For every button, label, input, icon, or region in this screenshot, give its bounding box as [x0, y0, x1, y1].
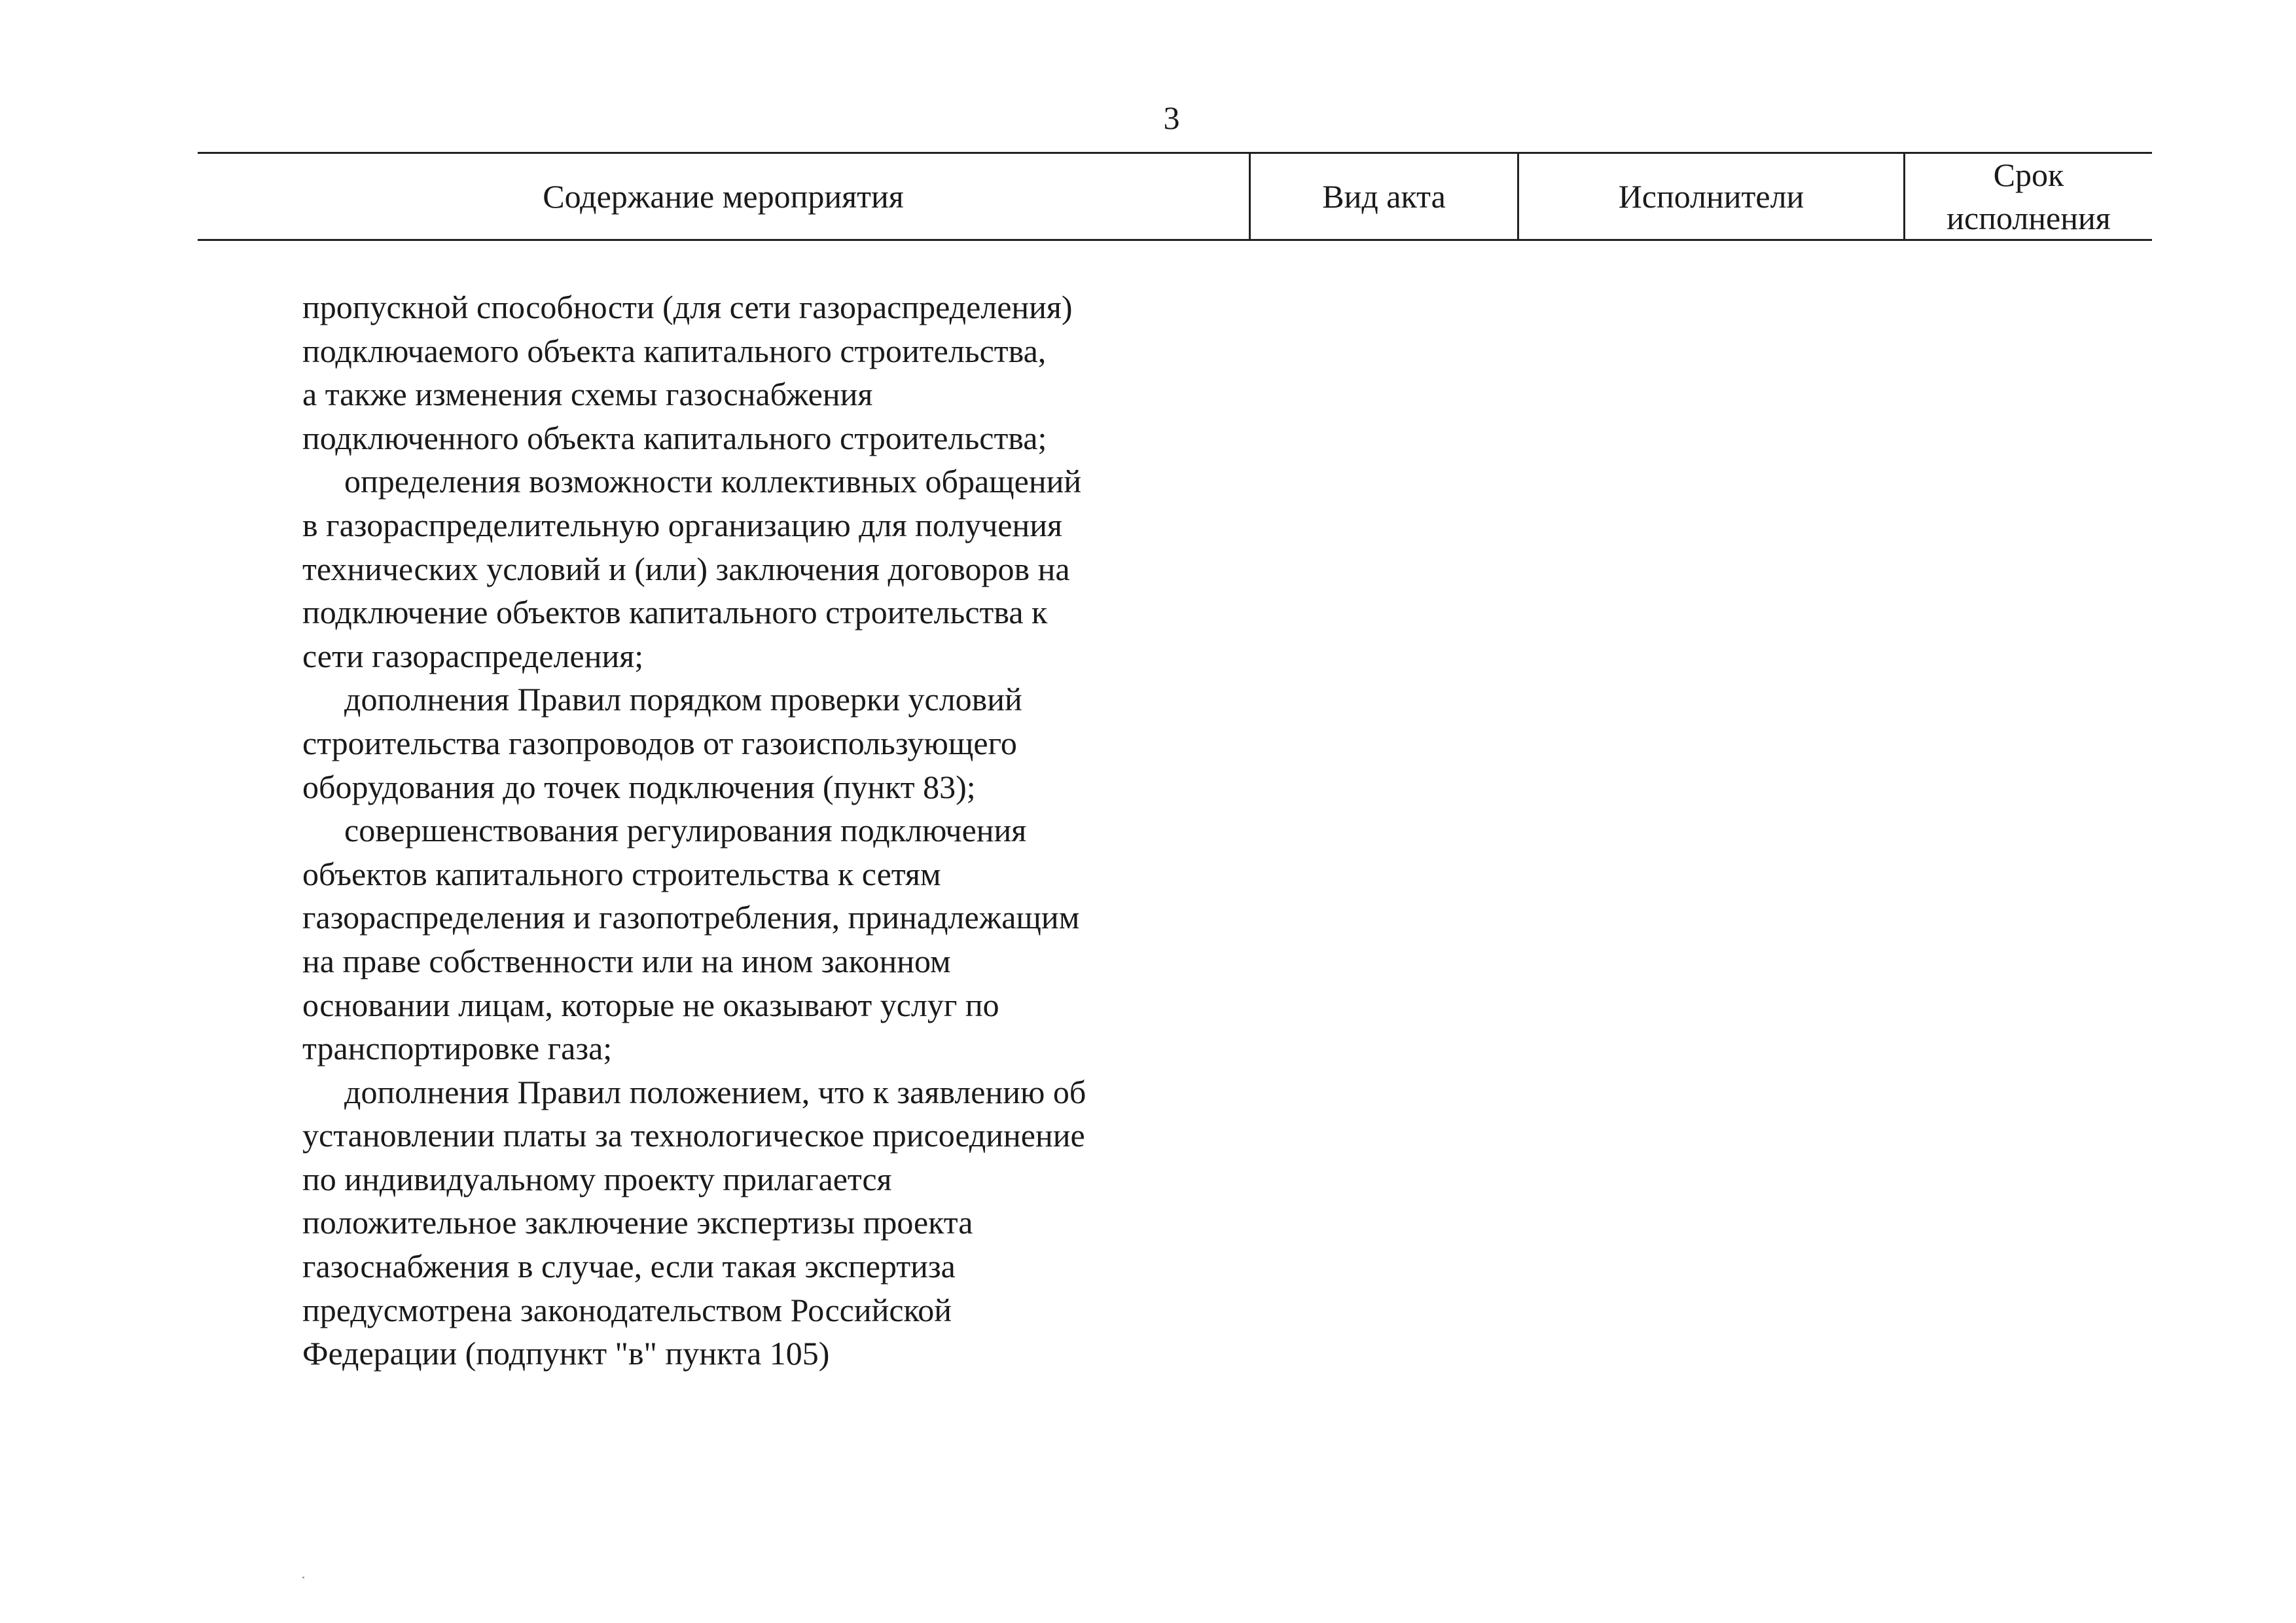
- page-number: 3: [1163, 100, 1180, 136]
- header-executors: Исполнители: [1517, 154, 1903, 239]
- text-line: подключение объектов капитального строительства к: [302, 594, 1048, 631]
- text-line: технических условий и (или) заключения договоров на: [302, 550, 1070, 587]
- header-deadline-line1: Срок: [1993, 156, 2064, 193]
- text-line: газораспределения и газопотребления, принадлежащим: [302, 899, 1080, 936]
- text-line: предусмотрена законодательством Российской: [302, 1291, 952, 1328]
- text-line: определения возможности коллективных обращений: [344, 463, 1082, 500]
- text-line: положительное заключение экспертизы проекта: [302, 1204, 973, 1241]
- text-line: установлении платы за технологическое присоединение: [302, 1117, 1085, 1154]
- header-deadline: [1903, 154, 2152, 239]
- text-line: дополнения Правил положением, что к заявлению об: [344, 1073, 1086, 1110]
- text-line: а также изменения схемы газоснабжения: [302, 376, 873, 413]
- text-line: подключаемого объекта капитального строительства,: [302, 332, 1047, 369]
- text-line: основании лицам, которые не оказывают услуг по: [302, 986, 999, 1023]
- header-content: Содержание мероприятия: [543, 178, 904, 215]
- text-line: подключенного объекта капитального строительства;: [302, 419, 1047, 456]
- measure-content-text: [302, 285, 1323, 1376]
- text-line: совершенствования регулирования подключения: [344, 812, 1027, 849]
- scan-speck: [302, 1577, 304, 1578]
- header-act-type: Вид акта: [1249, 154, 1517, 239]
- text-line: сети газораспределения;: [302, 637, 644, 674]
- text-line: по индивидуальному проекту прилагается: [302, 1160, 892, 1197]
- text-line: строительства газопроводов от газоиспользующего: [302, 724, 1017, 761]
- text-line: Федерации (подпункт "в" пункта 105): [302, 1335, 830, 1372]
- header-deadline-line2: исполнения: [1946, 200, 2111, 236]
- text-line: оборудования до точек подключения (пункт 83);: [302, 768, 976, 805]
- text-line: в газораспределительную организацию для получения: [302, 506, 1063, 543]
- text-line: на праве собственности или на ином законном: [302, 942, 951, 979]
- text-line: объектов капитального строительства к сетям: [302, 855, 941, 892]
- table-header: [198, 152, 2152, 241]
- text-line: дополнения Правил порядком проверки условий: [344, 681, 1022, 718]
- text-line: пропускной способности (для сети газораспределения): [302, 289, 1073, 325]
- text-line: транспортировке газа;: [302, 1030, 613, 1067]
- text-line: газоснабжения в случае, если такая экспертиза: [302, 1248, 956, 1285]
